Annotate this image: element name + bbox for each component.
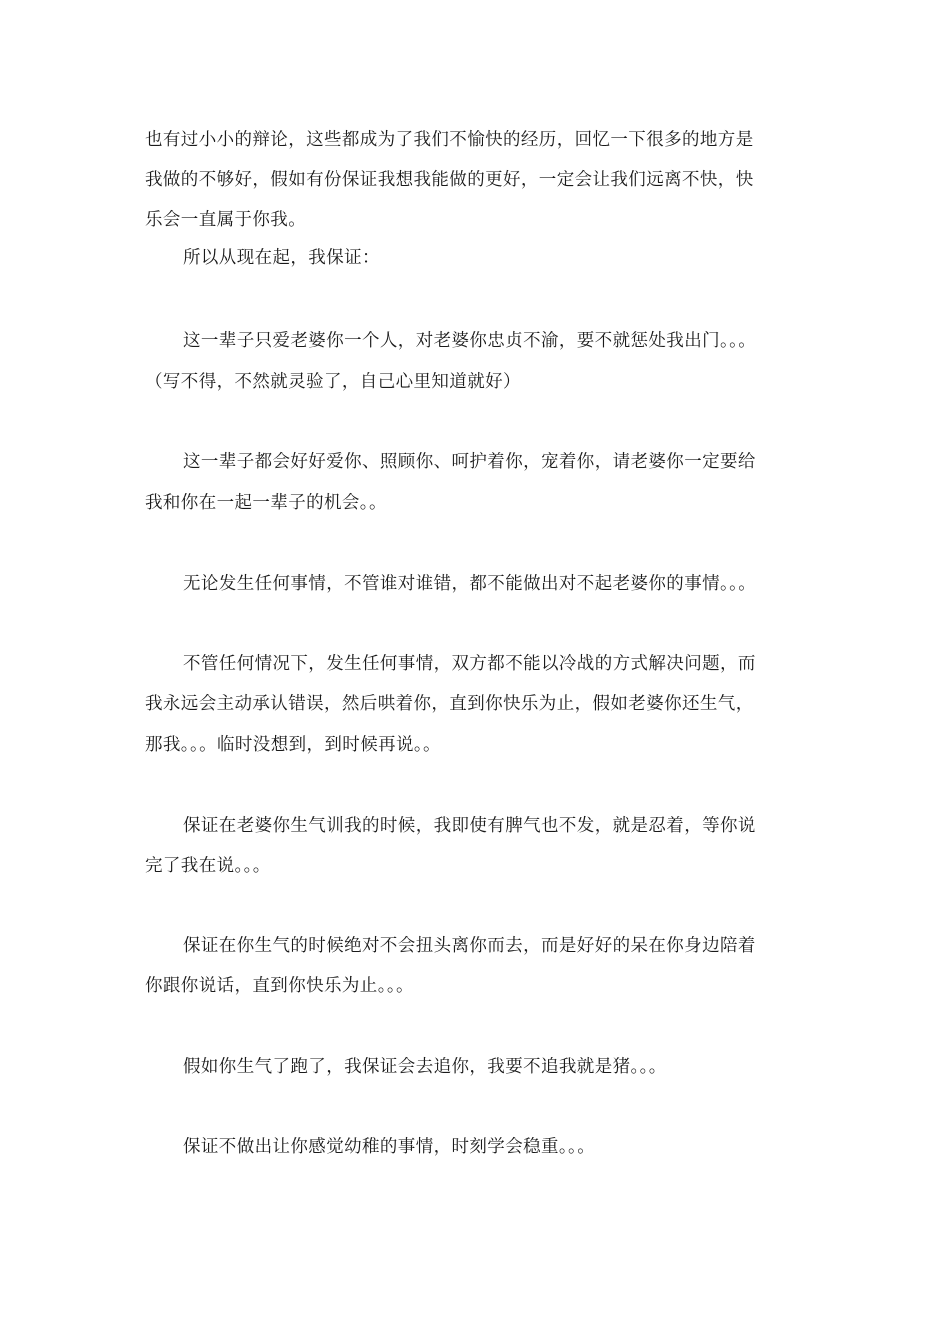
paragraph-line: 乐会一直属于你我。 [145,210,307,230]
paragraph-line: 无论发生任何事情，不管谁对谁错，都不能做出对不起老婆你的事情。。。 [183,574,757,594]
paragraph-line: 这一辈子都会好好爱你、照顾你、呵护着你，宠着你，请老婆你一定要给 [183,452,756,472]
paragraph-line: 我永远会主动承认错误，然后哄着你，直到你快乐为止，假如老婆你还生气， [145,694,754,714]
paragraph-line: 那我。。。临时没想到，到时候再说。。 [145,735,441,755]
paragraph-line: 我做的不够好，假如有份保证我想我能做的更好，一定会让我们远离不快，快 [145,170,754,190]
paragraph-line: 这一辈子只爱老婆你一个人，对老婆你忠贞不渝，要不就惩处我出门。。。 [183,331,757,351]
paragraph-line: 保证不做出让你感觉幼稚的事情，时刻学会稳重。。。 [183,1137,596,1157]
paragraph-line: 假如你生气了跑了，我保证会去追你，我要不追我就是猪。。。 [183,1057,667,1077]
paragraph-line: 我和你在一起一辈子的机会。。 [145,493,387,513]
paragraph-line: （写不得，不然就灵验了，自己心里知道就好） [145,372,521,392]
paragraph-line: 完了我在说。。。 [145,856,271,876]
paragraph-line: 所以从现在起，我保证： [183,248,380,268]
paragraph-line: 保证在你生气的时候绝对不会扭头离你而去，而是好好的呆在你身边陪着 [183,936,756,956]
paragraph-line: 你跟你说话，直到你快乐为止。。。 [145,976,414,996]
paragraph-line: 也有过小小的辩论，这些都成为了我们不愉快的经历，回忆一下很多的地方是 [145,130,754,150]
paragraph-line: 不管任何情况下，发生任何事情，双方都不能以冷战的方式解决问题，而 [183,654,756,674]
paragraph-line: 保证在老婆你生气训我的时候，我即使有脾气也不发，就是忍着，等你说 [183,816,756,836]
